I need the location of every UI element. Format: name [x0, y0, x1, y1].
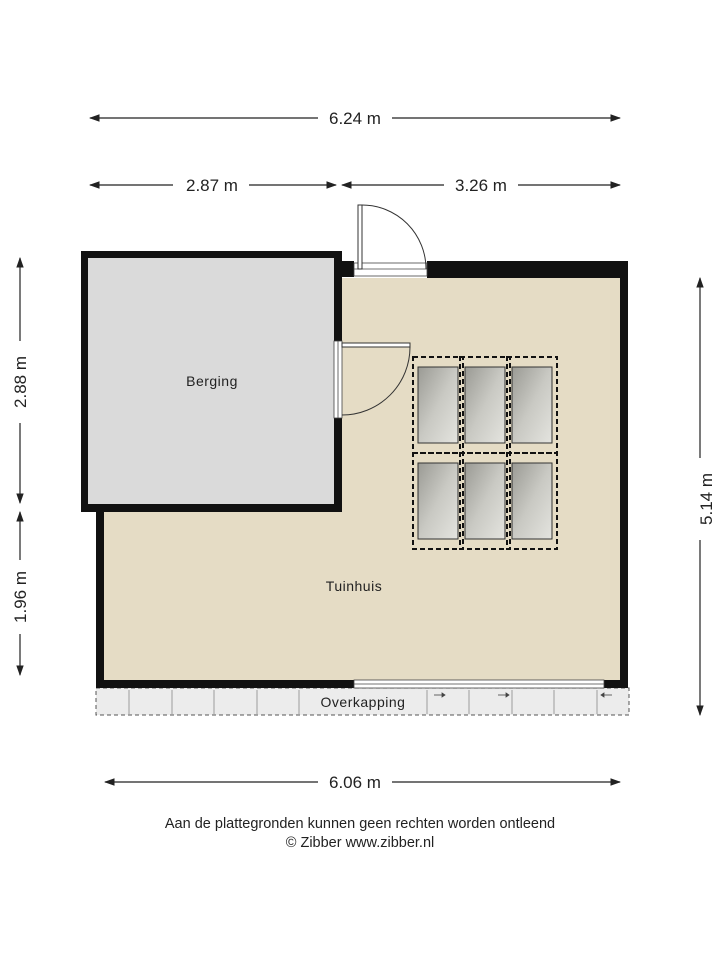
dimension-left-upper — [11, 258, 30, 503]
panel-unit — [507, 357, 557, 453]
disclaimer-text: Aan de plattegronden kunnen geen rechten worden ontleend — [164, 816, 556, 832]
panel-unit — [507, 453, 557, 549]
dimension-bottom — [105, 773, 620, 792]
dimension-top-total — [90, 109, 620, 128]
sliding-door — [354, 680, 604, 688]
dimension-bottom-label: 6.06 m — [329, 773, 381, 792]
tuinhuis-label: Tuinhuis — [325, 578, 383, 594]
dimension-left-lower — [11, 512, 30, 675]
dimension-top-left-label: 2.87 m — [186, 176, 238, 195]
panel-unit — [460, 357, 510, 453]
copyright-text: © Zibber www.zibber.nl — [285, 835, 435, 851]
overkapping-label: Overkapping — [320, 694, 406, 710]
panel-unit — [460, 453, 510, 549]
dimension-right — [697, 278, 716, 715]
dimension-top-total-label: 6.24 m — [329, 109, 381, 128]
dimension-right-label: 5.14 m — [697, 473, 716, 525]
dimension-top-left — [90, 176, 336, 195]
panel-unit — [413, 453, 463, 549]
panel-unit — [413, 357, 463, 453]
dimension-left-upper-label: 2.88 m — [11, 356, 30, 408]
dimension-top-right-label: 3.26 m — [455, 176, 507, 195]
dimension-top-right — [342, 176, 620, 195]
dimension-left-lower-label: 1.96 m — [11, 571, 30, 623]
berging-label: Berging — [186, 373, 238, 389]
overkapping-area — [96, 688, 629, 715]
entrance-door — [354, 205, 427, 276]
